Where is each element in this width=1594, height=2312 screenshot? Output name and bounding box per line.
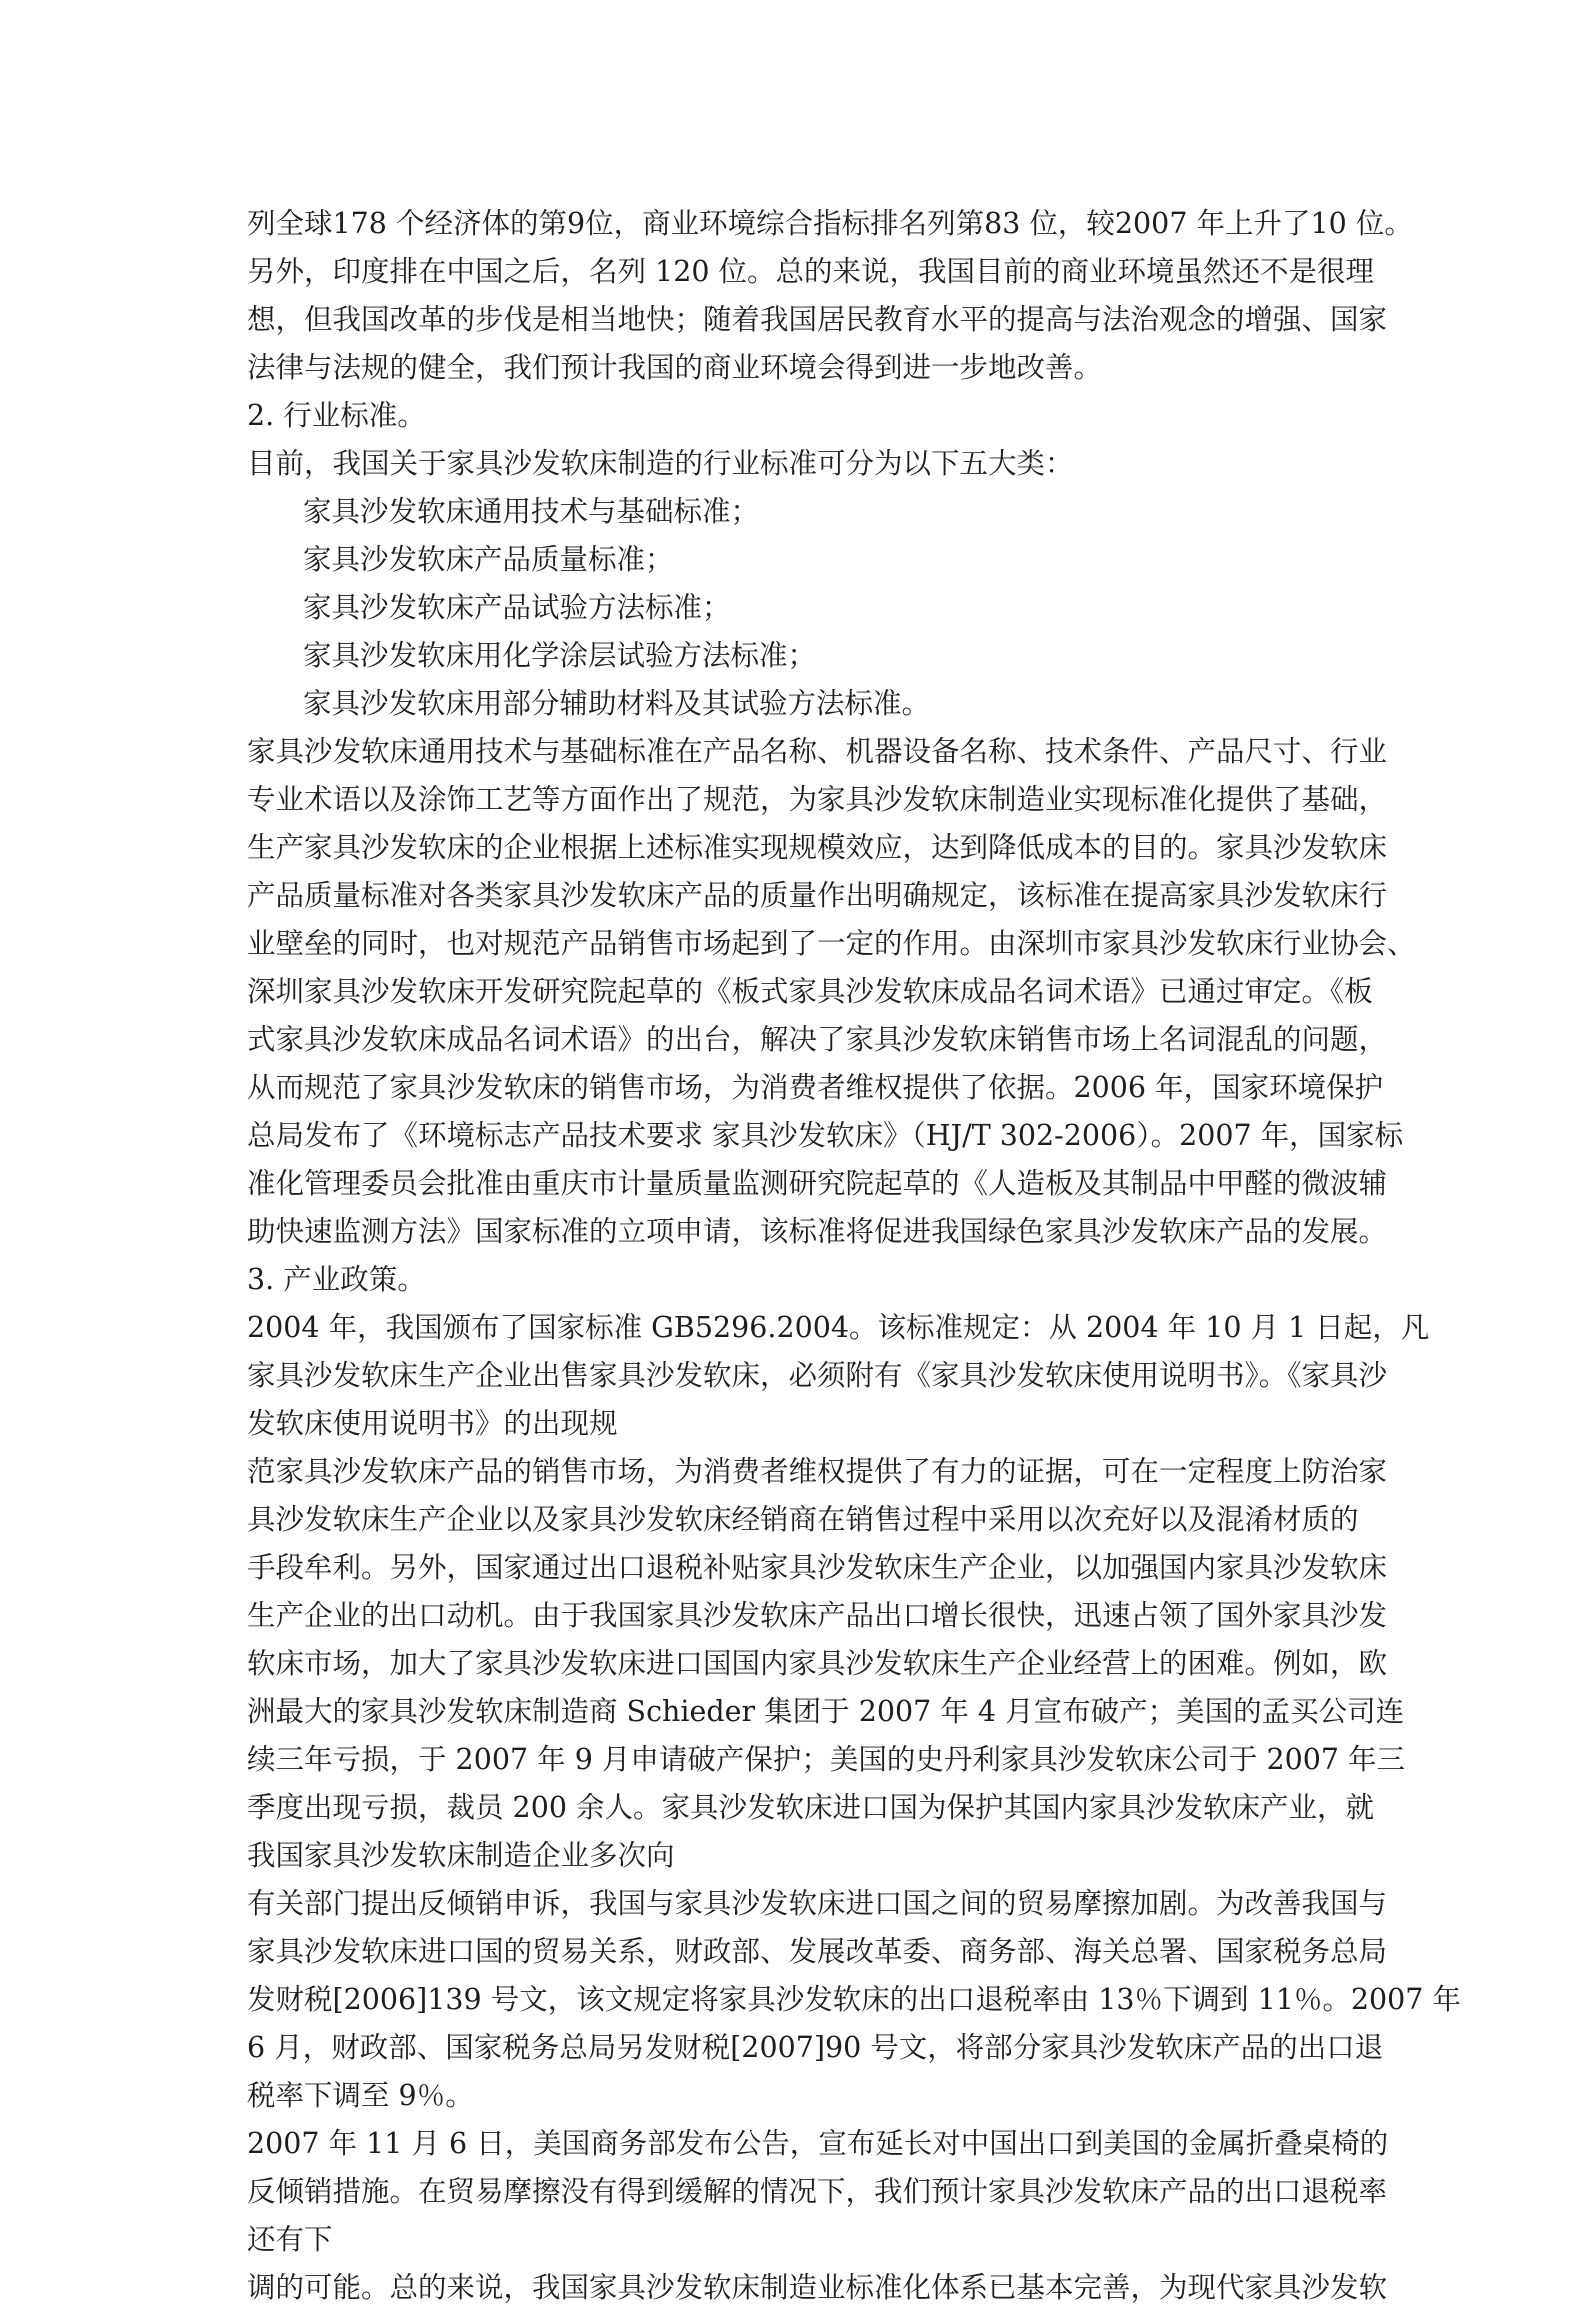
text-line: 家具沙发软床进口国的贸易关系，财政部、发展改革委、商务部、海关总署、国家税务总局 <box>247 1935 1388 1968</box>
text-line: 季度出现亏损，裁员 200 余人。家具沙发软床进口国为保护其国内家具沙发软床产业，就 <box>247 1791 1375 1824</box>
text-line: 家具沙发软床生产企业出售家具沙发软床，必须附有《家具沙发软床使用说明书》。《家具沙 <box>247 1359 1388 1392</box>
text-line: 总局发布了《环境标志产品技术要求 家具沙发软床》（HJ/T 302-2006）。2007 年，国家标 <box>247 1119 1404 1152</box>
list-item-line: 家具沙发软床产品试验方法标准； <box>303 591 731 624</box>
text-line: 从而规范了家具沙发软床的销售市场，为消费者维权提供了依据。2006 年，国家环境保护 <box>247 1071 1384 1104</box>
text-line: 税率下调至 9％。 <box>247 2079 474 2112</box>
document-body <box>247 200 1461 2312</box>
text-line: 2007 年 11 月 6 日，美国商务部发布公告，宣布延长对中国出口到美国的金属折叠桌椅的 <box>247 2127 1389 2160</box>
list-item-line: 家具沙发软床用部分辅助材料及其试验方法标准。 <box>303 687 931 720</box>
text-line: 2. 行业标准。 <box>247 399 426 432</box>
text-line: 目前，我国关于家具沙发软床制造的行业标准可分为以下五大类： <box>247 447 1074 480</box>
text-line: 3. 产业政策。 <box>247 1263 426 1296</box>
text-line: 生产企业的出口动机。由于我国家具沙发软床产品出口增长很快，迅速占领了国外家具沙发 <box>247 1599 1388 1632</box>
text-line: 具沙发软床生产企业以及家具沙发软床经销商在销售过程中采用以次充好以及混淆材质的 <box>247 1503 1359 1536</box>
text-line: 另外，印度排在中国之后，名列 120 位。总的来说，我国目前的商业环境虽然还不是很理 <box>247 255 1375 288</box>
list-item-line: 家具沙发软床产品质量标准； <box>303 543 674 576</box>
text-line: 准化管理委员会批准由重庆市计量质量监测研究院起草的《人造板及其制品中甲醛的微波辅 <box>247 1167 1388 1200</box>
text-line: 软床市场，加大了家具沙发软床进口国国内家具沙发软床生产企业经营上的困难。例如，欧 <box>247 1647 1388 1680</box>
text-line: 调的可能。总的来说，我国家具沙发软床制造业标准化体系已基本完善，为现代家具沙发软 <box>247 2271 1388 2304</box>
text-line: 业壁垒的同时，也对规范产品销售市场起到了一定的作用。由深圳市家具沙发软床行业协会、 <box>247 927 1416 960</box>
text-line: 深圳家具沙发软床开发研究院起草的《板式家具沙发软床成品名词术语》已通过审定。《板 <box>247 975 1373 1008</box>
text-line: 法律与法规的健全，我们预计我国的商业环境会得到进一步地改善。 <box>247 351 1103 384</box>
text-line: 生产家具沙发软床的企业根据上述标准实现规模效应，达到降低成本的目的。家具沙发软床 <box>247 831 1388 864</box>
text-line: 范家具沙发软床产品的销售市场，为消费者维权提供了有力的证据，可在一定程度上防治家 <box>247 1455 1388 1488</box>
text-line: 专业术语以及涂饰工艺等方面作出了规范，为家具沙发软床制造业实现标准化提供了基础， <box>247 783 1388 816</box>
list-item-line: 家具沙发软床通用技术与基础标准； <box>303 495 760 528</box>
list-item-line: 家具沙发软床用化学涂层试验方法标准； <box>303 639 817 672</box>
text-line: 还有下 <box>247 2223 333 2256</box>
text-line: 反倾销措施。在贸易摩擦没有得到缓解的情况下，我们预计家具沙发软床产品的出口退税率 <box>247 2175 1388 2208</box>
text-line: 助快速监测方法》国家标准的立项申请，该标准将促进我国绿色家具沙发软床产品的发展。 <box>247 1215 1388 1248</box>
text-line: 有关部门提出反倾销申诉，我国与家具沙发软床进口国之间的贸易摩擦加剧。为改善我国与 <box>247 1887 1388 1920</box>
text-line: 我国家具沙发软床制造企业多次向 <box>247 1839 675 1872</box>
text-line: 发财税[2006]139 号文，该文规定将家具沙发软床的出口退税率由 13％下调到 11％。2007 年 <box>247 1983 1461 2016</box>
text-line: 式家具沙发软床成品名词术语》的出台，解决了家具沙发软床销售市场上名词混乱的问题， <box>247 1023 1388 1056</box>
text-line: 发软床使用说明书》的出现规 <box>247 1407 618 1440</box>
text-line: 手段牟利。另外，国家通过出口退税补贴家具沙发软床生产企业，以加强国内家具沙发软床 <box>247 1551 1388 1584</box>
text-line: 2004 年，我国颁布了国家标准 GB5296.2004。该标准规定：从 2004 年 10 月 1 日起，凡 <box>247 1311 1430 1344</box>
text-line: 产品质量标准对各类家具沙发软床产品的质量作出明确规定，该标准在提高家具沙发软床行 <box>247 879 1388 912</box>
text-line: 6 月，财政部、国家税务总局另发财税[2007]90 号文，将部分家具沙发软床产品的出口退 <box>247 2031 1384 2064</box>
text-line: 洲最大的家具沙发软床制造商 Schieder 集团于 2007 年 4 月宣布破产；美国的孟买公司连 <box>247 1695 1405 1728</box>
text-line: 家具沙发软床通用技术与基础标准在产品名称、机器设备名称、技术条件、产品尺寸、行业 <box>247 735 1388 768</box>
text-line: 想，但我国改革的步伐是相当地快；随着我国居民教育水平的提高与法治观念的增强、国家 <box>247 303 1388 336</box>
text-line: 列全球178 个经济体的第9位，商业环境综合指标排名列第83 位，较2007 年上升了10 位。 <box>247 207 1413 240</box>
text-line: 续三年亏损，于 2007 年 9 月申请破产保护；美国的史丹利家具沙发软床公司于 2007 年三 <box>247 1743 1406 1776</box>
